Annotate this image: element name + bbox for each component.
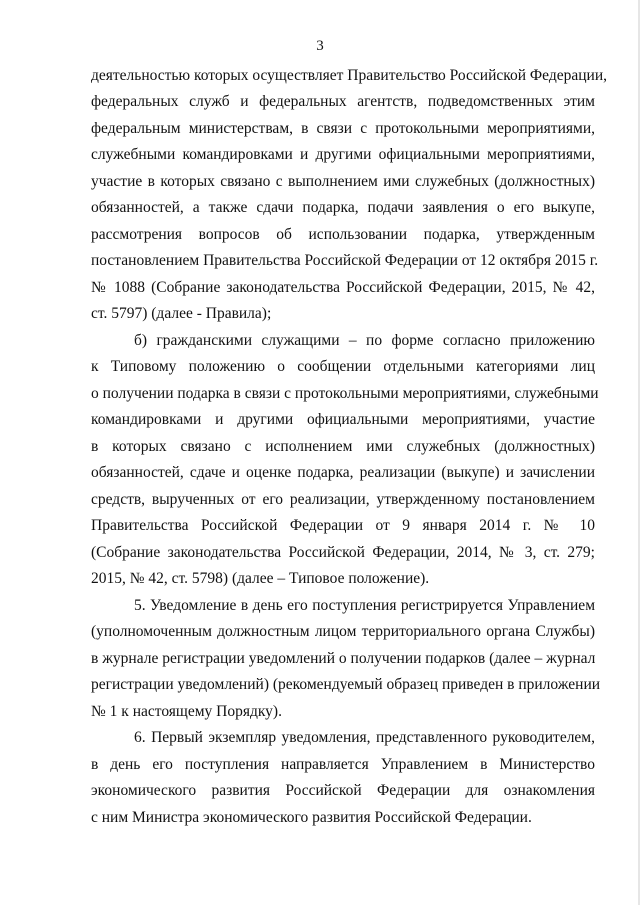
text-line: деятельностью которых осуществляет Правительство Российской Федерации,	[91, 67, 608, 84]
text-line: о получении подарка в связи с протокольными мероприятиями, служебными	[91, 385, 599, 402]
text-line: федеральным министерствам, в связи с протокольными мероприятиями,	[91, 120, 595, 137]
text-line: № 1 к настоящему Порядку).	[91, 703, 282, 720]
text-line: Правительства Российской Федерации от 9 января 2014 г. № 10	[91, 517, 595, 534]
text-line: ст. 5797) (далее - Правила);	[91, 305, 272, 322]
text-line: служебными командировками и другими официальными мероприятиями,	[91, 146, 595, 163]
text-line: обязанностей, сдаче и оценке подарка, реализации (выкупе) и зачислении	[91, 464, 595, 481]
paragraph-first-line: 6. Первый экземпляр уведомления, представленного руководителем,	[134, 729, 595, 746]
text-line: 2015, № 42, ст. 5798) (далее – Типовое положение).	[91, 570, 430, 587]
text-line: в журнале регистрации уведомлений о получении подарков (далее – журнал	[91, 650, 596, 667]
text-line: средств, вырученных от его реализации, утвержденному постановлением	[91, 491, 595, 508]
text-line: обязанностей, а также сдачи подарка, подачи заявления о его выкупе,	[91, 199, 595, 216]
text-line: участие в которых связано с выполнением ими служебных (должностных)	[91, 173, 595, 190]
paragraph-first-line: 5. Уведомление в день его поступления регистрируется Управлением	[134, 597, 595, 614]
text-line: в которых связано с исполнением ими служебных (должностных)	[91, 438, 595, 455]
text-line: (уполномоченным должностным лицом территориального органа Службы)	[91, 623, 595, 640]
text-line: в день его поступления направляется Управлением в Министерство	[91, 756, 595, 773]
text-line: командировками и другими официальными мероприятиями, участие	[91, 411, 595, 428]
text-line: экономического развития Российской Федерации для ознакомления	[91, 782, 595, 799]
text-line: постановлением Правительства Российской Федерации от 12 октября 2015 г.	[91, 252, 599, 269]
paragraph-first-line: б) гражданскими служащими – по форме согласно приложению	[134, 332, 595, 349]
text-line: (Собрание законодательства Российской Федерации, 2014, № 3, ст. 279;	[91, 544, 595, 561]
text-line: с ним Министра экономического развития Российской Федерации.	[91, 809, 532, 826]
text-line: № 1088 (Собрание законодательства Российской Федерации, 2015, № 42,	[91, 279, 595, 296]
page-number: 3	[316, 38, 324, 54]
text-line: федеральных служб и федеральных агентств, подведомственных этим	[91, 93, 595, 110]
text-line: регистрации уведомлений) (рекомендуемый образец приведен в приложении	[91, 676, 601, 693]
text-line: рассмотрения вопросов об использовании подарка, утвержденным	[91, 226, 595, 243]
text-line: к Типовому положению о сообщении отдельными категориями лиц	[91, 358, 595, 375]
